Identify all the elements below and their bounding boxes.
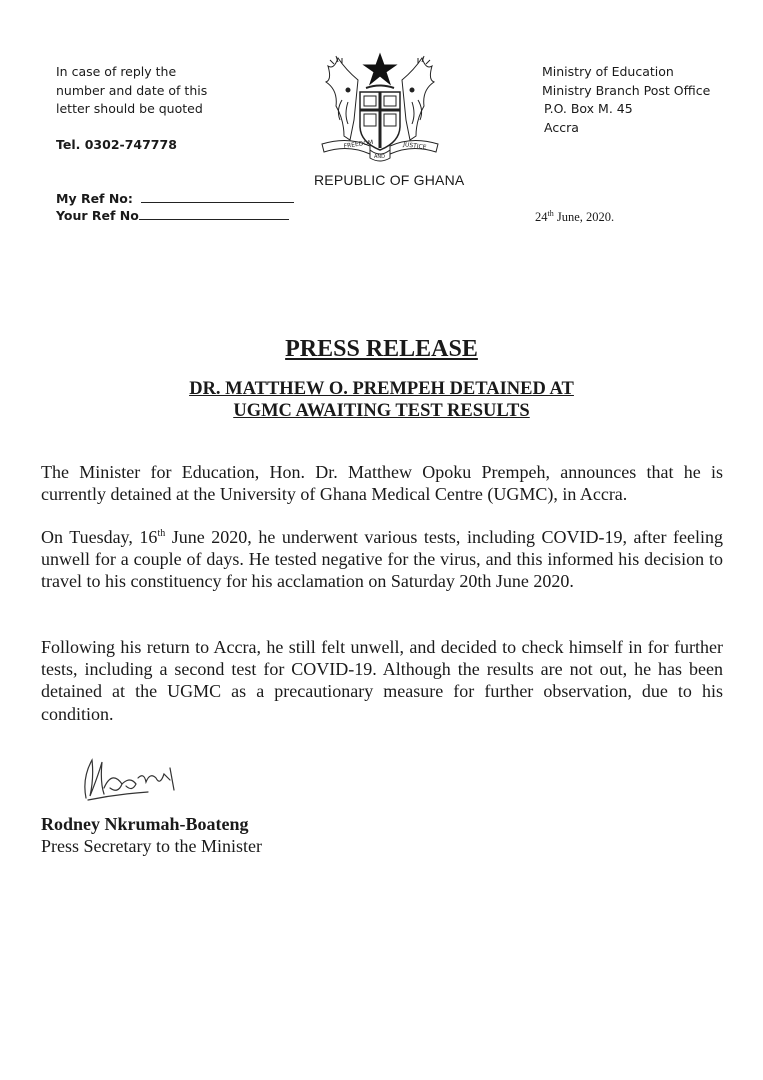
signatory-name: Rodney Nkrumah-Boateng: [41, 814, 249, 834]
signatory-title: Press Secretary to the Minister: [41, 836, 262, 856]
reply-note: [56, 63, 207, 119]
headline-line: DR. MATTHEW O. PREMPEH DETAINED AT: [189, 379, 574, 399]
handwritten-signature: [78, 748, 198, 808]
address-line: Ministry Branch Post Office: [542, 82, 711, 98]
address-line: Ministry of Education: [542, 64, 674, 79]
reply-note-line: In case of reply the: [56, 64, 177, 79]
your-ref-blank-line: [139, 208, 289, 220]
address-line: Accra: [544, 119, 579, 135]
crest-motto-left: FREEDOM: [343, 138, 374, 150]
telephone: Tel. 0302-747778: [56, 137, 177, 152]
my-ref-field: [56, 191, 294, 206]
date-rest: June, 2020.: [553, 210, 615, 225]
ministry-address: [542, 63, 710, 137]
paragraph-2-rest: June 2020, he underwent various tests, including COVID-19, after feeling unwell for a couple of days. He tested negative for the virus, and this informed his decision to travel to his constituency for his acclamation on Saturday 20th June 2020.: [41, 527, 723, 592]
my-ref-blank-line: [141, 191, 294, 203]
ghana-coat-of-arms-icon: [308, 50, 452, 166]
my-ref-label: My Ref No:: [56, 191, 133, 206]
reply-note-line: letter should be quoted: [56, 101, 203, 116]
date-day: 24: [535, 210, 548, 225]
crest-motto-right: JUSTICE: [402, 141, 427, 152]
date-suffix: th: [547, 209, 554, 218]
paragraph-1: The Minister for Education, Hon. Dr. Matthew Opoku Prempeh, announces that he is currently detained at the University of Ghana Medical Centre (UGMC), in Accra.: [41, 462, 723, 505]
republic-heading: REPUBLIC OF GHANA: [314, 172, 465, 188]
press-release-title: PRESS RELEASE: [285, 336, 478, 362]
paragraph-2: [41, 526, 723, 593]
address-line: P.O. Box M. 45: [544, 101, 633, 116]
reply-note-line: number and date of this: [56, 82, 208, 98]
your-ref-label: Your Ref No: [56, 208, 139, 223]
crest-motto-middle: AND: [374, 154, 386, 160]
letter-date: [535, 209, 614, 225]
headline: [0, 378, 763, 422]
paragraph-2-ordinal: th: [157, 528, 166, 539]
headline-line: UGMC AWAITING TEST RESULTS: [233, 401, 530, 421]
your-ref-field: [56, 208, 289, 223]
paragraph-3: Following his return to Accra, he still felt unwell, and decided to check himself in for further tests, including a second test for COVID-19. Although the results are not out, he has been detained at the UGMC as a precautionary measure for further observation, due to his condition.: [41, 637, 723, 724]
paragraph-2-start: On Tuesday, 16: [41, 527, 158, 547]
